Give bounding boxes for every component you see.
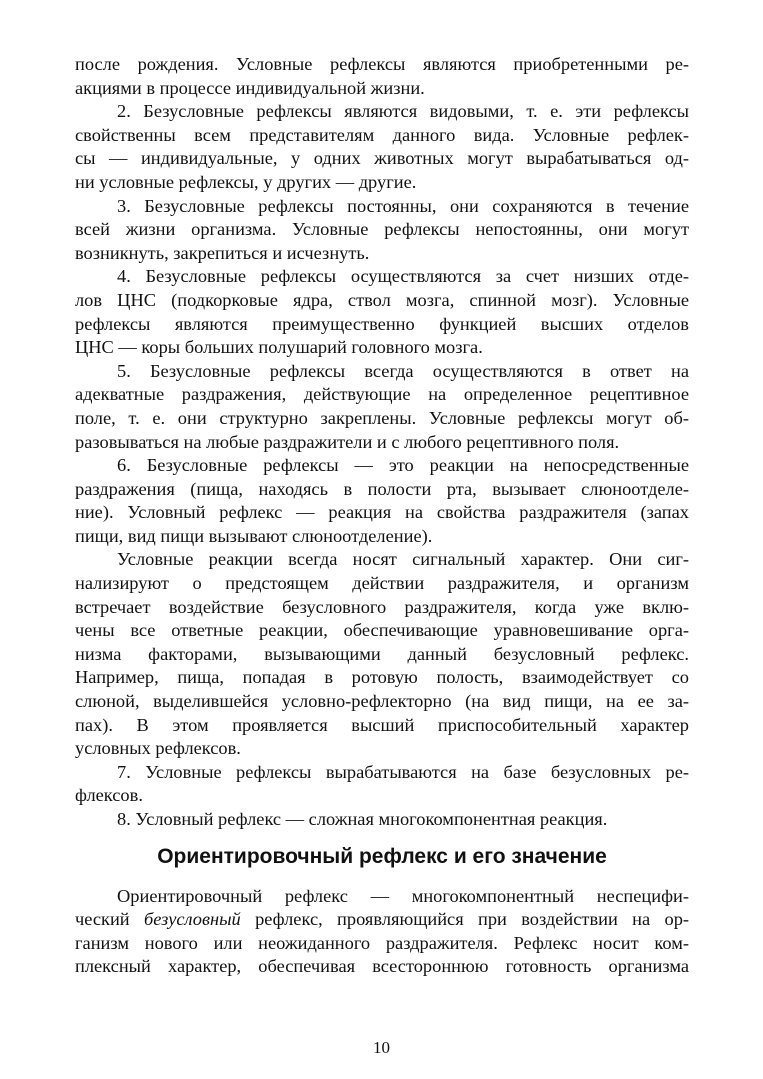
text-line: сы — индивидуальные, у одних животных могут вырабатываться од- (75, 148, 689, 169)
list-item-5 (75, 360, 689, 454)
list-item-8 (75, 808, 689, 832)
text-line: акциями в процессе индивидуальной жизни. (75, 77, 425, 98)
page-body (75, 53, 689, 979)
text-line: 6. Безусловные рефлексы — это реакции на непосредственные (117, 455, 689, 476)
section-heading: Ориентировочный рефлекс и его значение (157, 844, 607, 868)
list-item-3 (75, 195, 689, 266)
text-line: встречает воздействие безусловного раздражителя, когда уже вклю- (75, 596, 689, 617)
list-item-2 (75, 100, 689, 194)
text-line (75, 908, 689, 932)
paragraph-continuation (75, 53, 689, 100)
text-line: 7. Условные рефлексы вырабатываются на базе безусловных ре- (117, 761, 689, 782)
text-line: разовываться на любые раздражители и с любого рецептивного поля. (75, 431, 620, 452)
text-line: адекватные раздражения, действующие на определенное рецептивное (75, 384, 689, 405)
text-line: 5. Безусловные рефлексы всегда осуществляются в ответ на (117, 360, 689, 381)
text-line: поле, т. е. они структурно закреплены. Условные рефлексы могут об- (75, 407, 689, 428)
text-line: ганизм нового или неожиданного раздражителя. Рефлекс носит ком- (75, 932, 689, 953)
text-line: 2. Безусловные рефлексы являются видовыми, т. е. эти рефлексы (117, 101, 689, 122)
text-line: ние). Условный рефлекс — реакция на свойства раздражителя (запах (75, 502, 689, 523)
text-line: возникнуть, закрепиться и исчезнуть. (75, 242, 370, 263)
text-line: флексов. (75, 785, 143, 806)
text-line: пах). В этом проявляется высший приспособительный характер (75, 714, 689, 735)
text-line: Условные реакции всегда носят сигнальный характер. Они сиг- (117, 549, 689, 570)
signal-paragraph (75, 548, 689, 760)
list-item-4 (75, 265, 689, 359)
text-line: 8. Условный рефлекс — сложная многокомпонентная реакция. (117, 809, 608, 829)
text-line: чены все ответные реакции, обеспечивающие уравновешивание орга- (75, 620, 689, 641)
text-line: низма факторами, вызывающими данный безусловный рефлекс. (75, 643, 689, 664)
text-run: ческий (75, 909, 144, 930)
text-line: раздражения (пища, находясь в полости рта, вызывает слюноотделе- (75, 478, 689, 499)
text-line: пищи, вид пищи вызывают слюноотделение). (75, 525, 433, 546)
list-item-7 (75, 761, 689, 808)
text-line: лов ЦНС (подкорковые ядра, ствол мозга, спинной мозг). Условные (75, 289, 689, 310)
text-line: 3. Безусловные рефлексы постоянны, они сохраняются в течение (117, 195, 689, 216)
italic-term: безусловный (144, 909, 241, 930)
text-line: плексный характер, обеспечивая всестороннюю готовность организма (75, 956, 689, 977)
text-line: Ориентировочный рефлекс — многокомпонентный неспецифи- (117, 885, 689, 906)
section-paragraph (75, 885, 689, 979)
text-line: нализируют о предстоящем действии раздражителя, и организм (75, 573, 689, 594)
text-line: рефлексы являются преимущественно функцией высших отделов (75, 313, 689, 334)
text-line: после рождения. Условные рефлексы являются приобретенными ре- (75, 54, 689, 74)
text-line: слюной, выделившейся условно-рефлекторно (на вид пищи, на ее за- (75, 691, 689, 712)
page-number: 10 (373, 1038, 390, 1057)
text-line: ЦНС — коры больших полушарий головного мозга. (75, 337, 483, 358)
text-line: условных рефлексов. (75, 738, 241, 759)
text-line: всей жизни организма. Условные рефлексы непостоянны, они могут (75, 219, 689, 240)
text-line: 4. Безусловные рефлексы осуществляются за счет низших отде- (117, 266, 689, 287)
text-line: Например, пища, попадая в ротовую полость, взаимодействует со (75, 667, 689, 688)
text-run: рефлекс, проявляющийся при воздействии на ор- (240, 909, 690, 930)
text-line: ни условные рефлексы, у других — другие. (75, 171, 417, 192)
list-item-6 (75, 454, 689, 548)
text-line: свойственны всем представителям данного вида. Условные рефлек- (75, 124, 689, 145)
